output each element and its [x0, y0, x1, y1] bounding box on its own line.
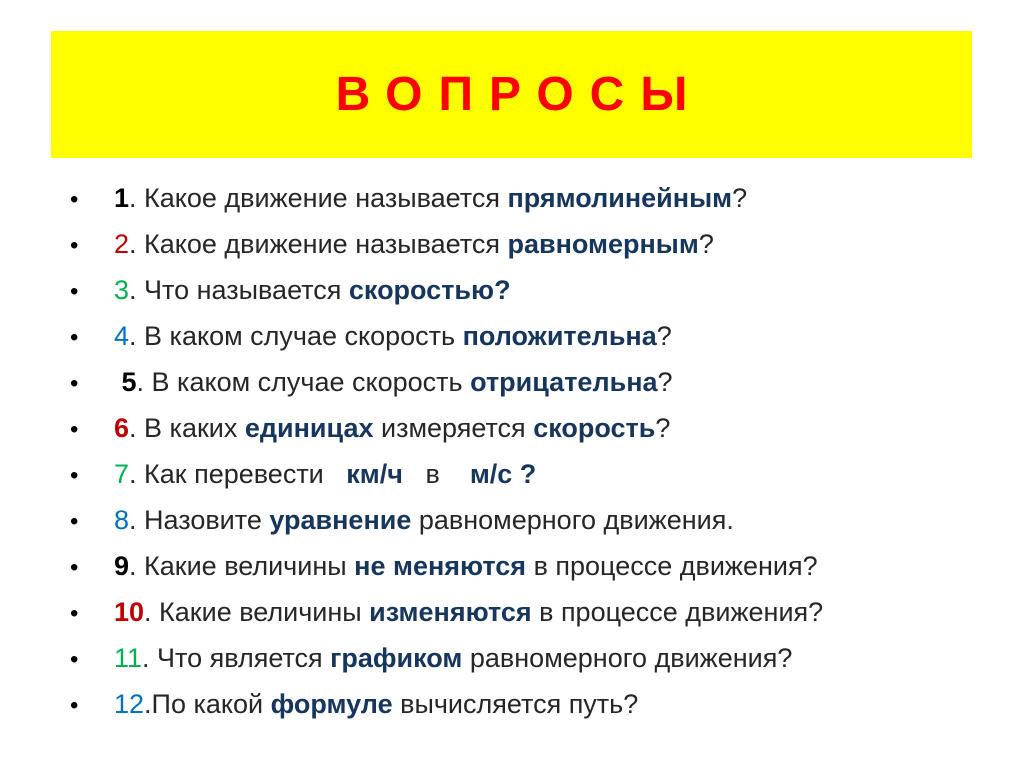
- list-item: [70, 229, 823, 275]
- question-text: . Какие величины: [129, 551, 355, 581]
- question-number: 7: [114, 459, 130, 489]
- question-number: 3: [114, 275, 130, 305]
- list-item: [70, 597, 823, 643]
- list-item: [70, 183, 823, 229]
- question-text: . Что является: [142, 643, 331, 673]
- question-text: . В каких: [129, 413, 245, 443]
- bullet-icon: •: [70, 692, 79, 719]
- bullet-icon: •: [70, 462, 79, 489]
- list-item: [70, 505, 823, 551]
- list-item: [70, 551, 823, 597]
- question-keyword: не меняются: [354, 551, 527, 581]
- question-number: 5: [114, 367, 137, 397]
- question-text: ?: [732, 183, 748, 213]
- question-keyword: формуле: [270, 689, 393, 719]
- question-text: равномерного движения.: [411, 505, 734, 535]
- question-keyword: м/с ?: [469, 459, 537, 489]
- bullet-icon: •: [70, 232, 79, 259]
- bullet-icon: •: [70, 646, 79, 673]
- question-text: . Что называется: [129, 275, 349, 305]
- question-keyword: единицах: [244, 413, 374, 443]
- question-number: 11: [114, 643, 143, 673]
- question-keyword: отрицательна: [470, 367, 658, 397]
- question-text: в процессе движения?: [531, 597, 824, 627]
- question-number: 6: [114, 413, 130, 443]
- list-item: [70, 321, 823, 367]
- question-text: равномерного движения?: [462, 643, 793, 673]
- question-number: 9: [114, 551, 130, 581]
- bullet-icon: •: [70, 508, 79, 535]
- question-keyword: изменяются: [369, 597, 532, 627]
- question-keyword: графиком: [330, 643, 463, 673]
- question-text: . Какое движение называется: [129, 229, 508, 259]
- question-text: в: [402, 459, 470, 489]
- question-keyword: положительна: [462, 321, 657, 351]
- question-number: 4: [114, 321, 130, 351]
- question-text: ?: [657, 367, 673, 397]
- list-item: [70, 275, 823, 321]
- question-text: . В каком случае скорость: [129, 321, 463, 351]
- list-item: [70, 367, 823, 413]
- question-text: . Назовите: [129, 505, 270, 535]
- question-keyword: скоростью?: [348, 275, 511, 305]
- bullet-icon: •: [70, 554, 79, 581]
- title-banner: [51, 31, 972, 158]
- bullet-icon: •: [70, 416, 79, 443]
- bullet-icon: •: [70, 600, 79, 627]
- question-keyword: равномерным: [507, 229, 699, 259]
- question-text: . Какое движение называется: [129, 183, 508, 213]
- bullet-icon: •: [70, 186, 79, 213]
- question-number: 1: [114, 183, 130, 213]
- question-keyword: уравнение: [269, 505, 412, 535]
- list-item: [70, 643, 823, 689]
- question-text: ?: [656, 321, 672, 351]
- bullet-icon: •: [70, 278, 79, 305]
- question-number: 10: [114, 597, 145, 627]
- list-item: [70, 459, 823, 505]
- list-item: [70, 413, 823, 459]
- question-keyword: км/ч: [346, 459, 403, 489]
- question-keyword: прямолинейным: [507, 183, 733, 213]
- question-text: измеряется: [373, 413, 534, 443]
- question-text: в процессе движения?: [526, 551, 818, 581]
- question-text: вычисляется путь?: [392, 689, 639, 719]
- question-number: 2: [114, 229, 130, 259]
- list-item: [70, 689, 823, 735]
- question-text: .По какой: [144, 689, 271, 719]
- question-number: 8: [114, 505, 130, 535]
- question-text: . Как перевести: [129, 459, 347, 489]
- bullet-icon: •: [70, 370, 79, 397]
- question-text: ?: [698, 229, 714, 259]
- question-text: . В каком случае скорость: [136, 367, 471, 397]
- bullet-icon: •: [70, 324, 79, 351]
- page-title: ВОПРОСЫ: [335, 68, 704, 121]
- question-text: ?: [655, 413, 671, 443]
- question-list: [70, 183, 823, 735]
- question-text: . Какие величины: [144, 597, 370, 627]
- question-keyword: скорость: [533, 413, 656, 443]
- question-number: 12: [114, 689, 145, 719]
